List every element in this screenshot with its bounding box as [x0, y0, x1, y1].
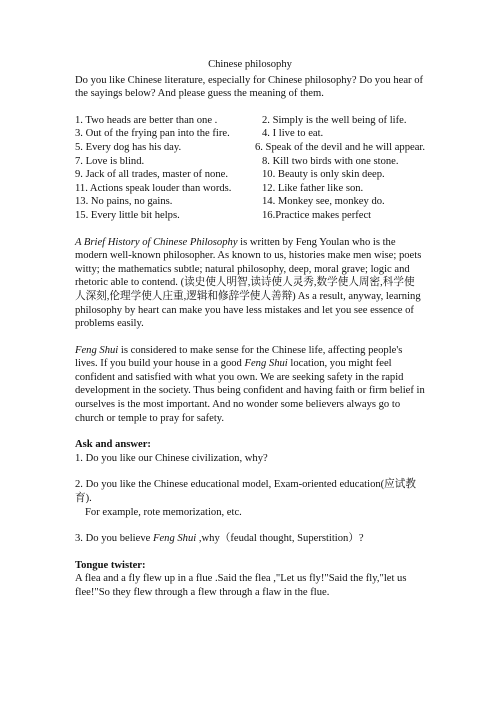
feng-shui-text: location, you might feel confident and satisfied with what you own. We are seeking safety in the rapid development in the society. Thus being confident and having faith or firm belief in ourselves is the most important. And no wonder some believers always go to church or temple to pray for safety. [75, 358, 425, 424]
saying-item: 4. I live to eat. [262, 128, 324, 140]
tongue-twister-text: A flea and a fly flew up in a flue .Said the flea ,"Let us fly!"Said the fly,"let us flee!"So they flew through a flew through a flaw in the flue. [75, 573, 407, 598]
spacer [75, 101, 425, 114]
saying-item: 3. Out of the frying pan into the fire. [75, 128, 230, 140]
saying-item: 15. Every little bit helps. [75, 209, 180, 221]
saying-row [75, 114, 425, 128]
question-2-example: For example, rote memorization, etc. [85, 506, 242, 518]
document-page [75, 58, 425, 600]
saying-item: 2. Simply is the well being of life. [262, 114, 407, 126]
saying-row [75, 168, 425, 182]
saying-row [75, 182, 425, 196]
question-3 [75, 532, 425, 546]
saying-row [75, 195, 425, 209]
saying-item: 14. Monkey see, monkey do. [262, 196, 385, 208]
spacer [75, 465, 425, 478]
question-1: 1. Do you like our Chinese civilization, why? [75, 452, 268, 464]
intro-paragraph: Do you like Chinese literature, especially for Chinese philosophy? Do you hear of the sayings below? And please guess the meaning of them. [75, 74, 424, 100]
saying-item: 6. Speak of the devil and he will appear. [254, 141, 425, 153]
spacer [75, 223, 425, 236]
book-title: A Brief History of Chinese Philosophy [75, 236, 238, 248]
spacer [75, 425, 425, 438]
saying-item: 5. Every dog has his day. [75, 141, 182, 153]
saying-item: 8. Kill two birds with one stone. [262, 155, 399, 167]
saying-row [75, 209, 425, 223]
saying-item: 11. Actions speak louder than words. [75, 182, 232, 194]
question-2: 2. Do you like the Chinese educational model, Exam-oriented education(应试教育). [75, 479, 416, 505]
saying-item: 12. Like father like son. [262, 182, 364, 194]
question-3-text: ,why（feudal thought, Superstition）? [196, 533, 364, 545]
tongue-twister-heading: Tongue twister: [75, 559, 146, 571]
saying-item: 10. Beauty is only skin deep. [262, 169, 385, 181]
feng-shui-paragraph [75, 344, 425, 426]
philosophy-paragraph [75, 236, 425, 331]
saying-item: 1. Two heads are better than one . [75, 114, 218, 126]
saying-row [75, 141, 425, 155]
sayings-list [75, 114, 425, 223]
saying-row [75, 155, 425, 169]
philosophy-text: is written by Feng Youlan who is the modern well-known philosopher. As known to us, histories make men wise; poets witty; the mathematics subtle; natural philosophy, deep, moral grave; logic and rhetoric able to contend. (读史使人明智,读诗使人灵秀,数学使人周密,科学使人深刻,伦理学使人庄重,逻辑和修辞学使人善辩) As a result, anyway, learning philosophy by heart can make you have less mistakes and let you see essence of problems easily. [75, 236, 422, 330]
spacer [75, 519, 425, 532]
saying-row [75, 127, 425, 141]
ask-heading: Ask and answer: [75, 439, 151, 451]
feng-shui-term: Feng Shui [75, 344, 119, 356]
spacer [75, 546, 425, 559]
saying-item: 9. Jack of all trades, master of none. [75, 169, 228, 181]
document-title: Chinese philosophy [208, 59, 292, 70]
saying-item: 7. Love is blind. [75, 155, 145, 167]
saying-item: 16.Practice makes perfect [262, 209, 372, 221]
feng-shui-term: Feng Shui [244, 358, 288, 370]
spacer [75, 331, 425, 344]
feng-shui-term: Feng Shui [152, 533, 197, 545]
feng-shui-text: is considered to make sense for the Chinese life, affecting people's lives. If you build your house in a good [75, 344, 403, 370]
question-3-text: 3. Do you believe [75, 533, 153, 545]
saying-item: 13. No pains, no gains. [75, 196, 173, 208]
